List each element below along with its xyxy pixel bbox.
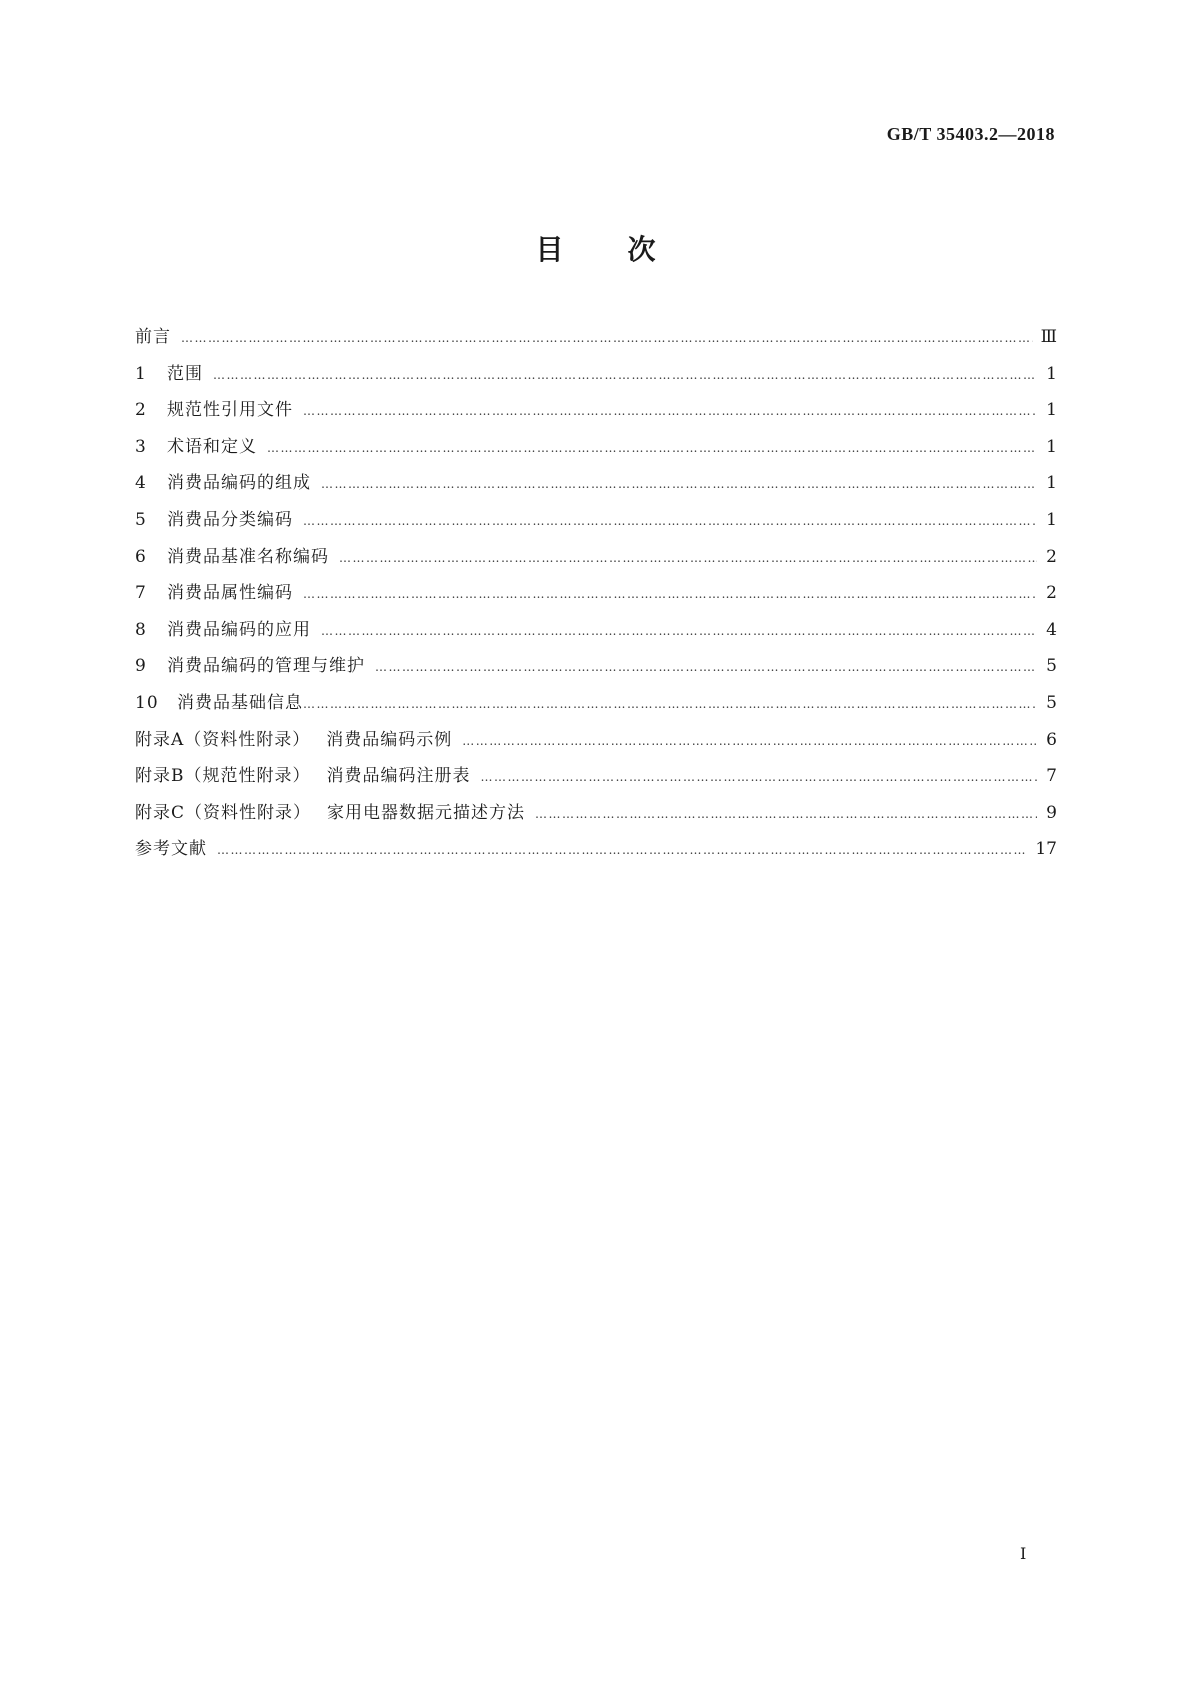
toc-entry-page: 9: [1046, 802, 1057, 823]
toc-entry-number: 2: [135, 400, 147, 421]
toc-leader-dots: [267, 442, 1037, 454]
document-code: GB/T 35403.2—2018: [886, 124, 1055, 144]
toc-entry-number: 8: [135, 619, 147, 640]
toc-entry-page: 2: [1046, 546, 1057, 567]
page-number: I: [1020, 1544, 1027, 1563]
toc-entry-page: 4: [1046, 619, 1057, 640]
toc-entry-page: 1: [1046, 436, 1057, 457]
toc-leader-dots: [535, 808, 1037, 820]
toc-leader-dots: [303, 405, 1037, 417]
toc-entry-page: 1: [1046, 363, 1057, 384]
toc-entry-label: 消费品编码的管理与维护: [167, 656, 365, 677]
toc-entry-page: 1: [1046, 509, 1057, 530]
toc-entry-9[interactable]: [135, 651, 1057, 688]
toc-annex-prefix: 附录B（规范性附录）: [135, 766, 311, 787]
toc-entry-page: 6: [1046, 729, 1057, 750]
toc-entry-annex-c[interactable]: [135, 798, 1057, 835]
toc-entry-label: 前言: [135, 327, 171, 347]
toc-entry-label: 参考文献: [135, 839, 207, 860]
toc-entry-label: 消费品分类编码: [167, 509, 293, 530]
toc-leader-dots: [339, 552, 1037, 564]
toc-entry-annex-a[interactable]: [135, 725, 1057, 762]
toc-entry-2[interactable]: [135, 395, 1057, 432]
toc-entry-label: 消费品编码的应用: [167, 619, 311, 640]
toc-entry-10[interactable]: [135, 688, 1057, 725]
toc-annex-prefix: 附录C（资料性附录）: [135, 802, 312, 823]
toc-entry-label: 范围: [167, 363, 203, 384]
table-of-contents: [135, 322, 1057, 871]
toc-entry-label: 术语和定义: [167, 436, 257, 457]
toc-entry-number: 1: [135, 363, 147, 384]
toc-entry-number: 5: [135, 509, 147, 530]
toc-leader-dots: [217, 844, 1027, 856]
toc-title: 目次: [535, 233, 720, 266]
toc-entry-number: 7: [135, 583, 147, 604]
toc-leader-dots: [181, 332, 1033, 344]
toc-entry-annex-b[interactable]: [135, 761, 1057, 798]
toc-leader-dots: [303, 698, 1037, 710]
toc-entry-page: Ⅲ: [1040, 327, 1057, 347]
toc-entry-label: 消费品基础信息: [177, 692, 303, 713]
toc-entry-page: 2: [1046, 583, 1057, 604]
toc-entry-page: 5: [1046, 656, 1057, 677]
toc-entry-5[interactable]: [135, 505, 1057, 542]
toc-entry-label: 规范性引用文件: [167, 400, 293, 421]
toc-entry-number: 3: [135, 436, 147, 457]
toc-leader-dots: [375, 661, 1037, 673]
toc-entry-6[interactable]: [135, 542, 1057, 579]
toc-entry-3[interactable]: [135, 432, 1057, 469]
toc-entry-foreword[interactable]: [135, 322, 1057, 359]
toc-entry-page: 5: [1046, 692, 1057, 713]
toc-entry-number: 6: [135, 546, 147, 567]
toc-entry-page: 1: [1046, 400, 1057, 421]
toc-leader-dots: [213, 369, 1037, 381]
toc-leader-dots: [462, 735, 1037, 747]
toc-entry-page: 17: [1035, 839, 1057, 860]
toc-entry-number: 9: [135, 656, 147, 677]
toc-leader-dots: [321, 625, 1037, 637]
toc-entry-label: 家用电器数据元描述方法: [327, 802, 526, 823]
toc-entry-label: 消费品编码示例: [326, 729, 453, 750]
toc-leader-dots: [303, 515, 1037, 527]
toc-entry-label: 消费品基准名称编码: [167, 546, 329, 567]
toc-annex-prefix: 附录A（资料性附录）: [135, 729, 311, 750]
toc-entry-4[interactable]: [135, 468, 1057, 505]
toc-entry-number: 4: [135, 473, 147, 494]
toc-entry-8[interactable]: [135, 615, 1057, 652]
toc-entry-page: 7: [1046, 766, 1057, 787]
toc-leader-dots: [303, 588, 1037, 600]
toc-entry-page: 1: [1046, 473, 1057, 494]
toc-leader-dots: [481, 771, 1038, 783]
toc-entry-label: 消费品属性编码: [167, 583, 293, 604]
toc-entry-1[interactable]: [135, 359, 1057, 396]
toc-entry-bibliography[interactable]: [135, 834, 1057, 871]
toc-entry-7[interactable]: [135, 578, 1057, 615]
toc-entry-number: 10: [135, 692, 159, 713]
toc-leader-dots: [321, 478, 1037, 490]
toc-entry-label: 消费品编码注册表: [326, 766, 471, 787]
toc-entry-label: 消费品编码的组成: [167, 473, 311, 494]
